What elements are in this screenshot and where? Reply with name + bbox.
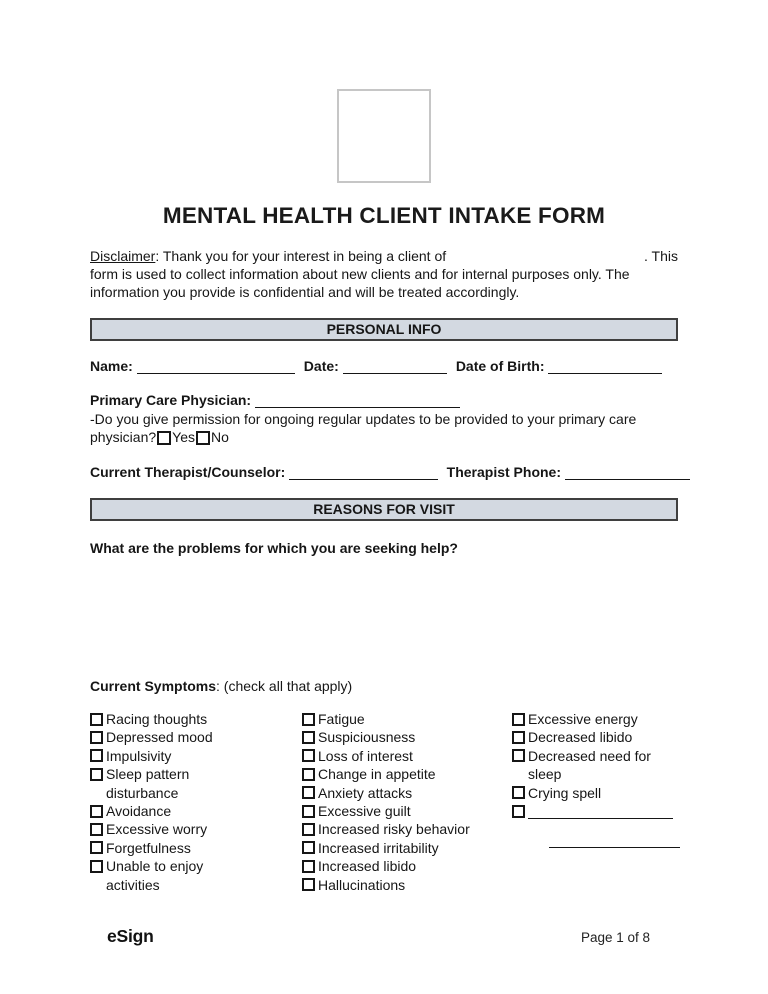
symptoms-column-2 bbox=[302, 710, 502, 894]
symptom-item bbox=[302, 728, 502, 746]
symptom-label: Loss of interest bbox=[318, 747, 413, 764]
symptom-label: Forgetfulness bbox=[106, 839, 191, 856]
symptom-label: Depressed mood bbox=[106, 729, 213, 746]
disclaimer-line1-text: : Thank you for your interest in being a client of bbox=[155, 248, 447, 264]
therapist-row bbox=[90, 464, 690, 480]
disclaimer-line-1 bbox=[90, 248, 678, 266]
date-input-line[interactable] bbox=[343, 358, 447, 374]
no-checkbox[interactable] bbox=[196, 431, 210, 445]
date-label: Date: bbox=[303, 358, 339, 374]
symptom-item bbox=[302, 839, 502, 857]
symptom-item bbox=[512, 710, 684, 728]
disclaimer-paragraph bbox=[90, 248, 678, 301]
symptom-other-input-line-2[interactable] bbox=[549, 847, 680, 848]
symptom-checkbox[interactable] bbox=[302, 713, 315, 726]
form-title: MENTAL HEALTH CLIENT INTAKE FORM bbox=[162, 203, 606, 228]
symptom-checkbox[interactable] bbox=[302, 731, 315, 744]
section-header-reasons-for-visit: REASONS FOR VISIT bbox=[90, 498, 678, 521]
therapist-phone-input-line[interactable] bbox=[565, 464, 690, 480]
symptom-item bbox=[90, 820, 250, 838]
therapist-label: Current Therapist/Counselor: bbox=[90, 464, 286, 480]
esign-logo: eSign bbox=[107, 926, 154, 946]
symptom-item bbox=[302, 765, 502, 783]
symptom-checkbox[interactable] bbox=[90, 860, 103, 873]
symptom-item bbox=[302, 802, 502, 820]
symptom-item bbox=[302, 784, 502, 802]
symptom-label: Avoidance bbox=[106, 803, 172, 820]
symptom-item bbox=[90, 728, 250, 746]
problems-question: What are the problems for which you are seeking help? bbox=[90, 540, 458, 556]
symptom-label: Increased libido bbox=[318, 858, 417, 875]
symptom-other-checkbox[interactable] bbox=[512, 805, 525, 818]
pcp-label: Primary Care Physician: bbox=[90, 392, 252, 408]
pcp-input-line[interactable] bbox=[255, 392, 460, 408]
symptom-other-item bbox=[512, 802, 684, 820]
symptom-checkbox[interactable] bbox=[512, 749, 525, 762]
symptom-checkbox[interactable] bbox=[90, 841, 103, 854]
current-symptoms-label: Current Symptoms bbox=[90, 678, 217, 694]
therapist-input-line[interactable] bbox=[289, 464, 437, 480]
symptom-other-input-line[interactable] bbox=[528, 804, 673, 819]
symptom-checkbox[interactable] bbox=[512, 786, 525, 799]
symptom-checkbox[interactable] bbox=[302, 823, 315, 836]
symptom-item bbox=[302, 876, 502, 894]
symptom-label: Crying spell bbox=[528, 784, 602, 801]
section-header-personal-info: PERSONAL INFO bbox=[90, 318, 678, 341]
permission-line2-prefix: physician? bbox=[90, 428, 157, 445]
symptom-label: Excessive worry bbox=[106, 821, 208, 838]
symptom-label: Excessive energy bbox=[528, 711, 638, 727]
disclaimer-label: Disclaimer bbox=[90, 248, 156, 264]
logo-placeholder-box bbox=[337, 89, 431, 183]
symptom-item bbox=[302, 710, 502, 728]
symptom-checkbox[interactable] bbox=[512, 731, 525, 744]
symptom-checkbox[interactable] bbox=[302, 805, 315, 818]
symptom-checkbox[interactable] bbox=[90, 823, 103, 836]
name-input-line[interactable] bbox=[137, 358, 295, 374]
symptom-checkbox[interactable] bbox=[302, 841, 315, 854]
symptom-checkbox[interactable] bbox=[90, 731, 103, 744]
symptom-label: Excessive guilt bbox=[318, 803, 411, 820]
disclaimer-line1-tail: . This bbox=[644, 248, 678, 264]
symptom-label: Hallucinations bbox=[318, 876, 406, 893]
symptom-item bbox=[90, 839, 250, 857]
symptom-checkbox[interactable] bbox=[90, 768, 103, 781]
primary-care-physician-row bbox=[90, 392, 690, 408]
symptom-label: Change in appetite bbox=[318, 766, 436, 783]
symptom-label: Increased irritability bbox=[318, 839, 439, 856]
symptoms-column-1 bbox=[90, 710, 250, 894]
symptom-item bbox=[90, 802, 250, 820]
symptom-checkbox[interactable] bbox=[90, 713, 103, 726]
symptom-item bbox=[90, 857, 250, 894]
symptom-label: Fatigue bbox=[318, 711, 365, 727]
current-symptoms-heading bbox=[90, 678, 352, 694]
symptom-label: Impulsivity bbox=[106, 747, 172, 764]
dob-input-line[interactable] bbox=[548, 358, 662, 374]
current-symptoms-suffix: : (check all that apply) bbox=[216, 678, 353, 694]
symptoms-column-3 bbox=[512, 710, 684, 848]
symptom-item bbox=[302, 747, 502, 765]
symptom-item bbox=[512, 747, 684, 784]
name-label: Name: bbox=[90, 358, 133, 374]
symptom-label: Increased risky behavior bbox=[318, 821, 470, 838]
symptom-item bbox=[90, 747, 250, 765]
symptom-checkbox[interactable] bbox=[302, 860, 315, 873]
symptom-item bbox=[512, 728, 684, 746]
page-indicator: Page 1 of 8 bbox=[580, 930, 650, 945]
symptom-checkbox[interactable] bbox=[302, 749, 315, 762]
symptom-label: Racing thoughts bbox=[106, 711, 208, 727]
name-date-dob-row bbox=[90, 358, 690, 374]
symptom-checkbox[interactable] bbox=[302, 786, 315, 799]
symptom-item bbox=[90, 765, 250, 802]
permission-question bbox=[90, 411, 690, 447]
symptom-item bbox=[302, 820, 502, 838]
permission-line-2 bbox=[90, 429, 690, 447]
disclaimer-line-2: form is used to collect information about new clients and for internal purposes only. The bbox=[90, 265, 630, 282]
symptom-checkbox[interactable] bbox=[302, 768, 315, 781]
symptom-label: Unable to enjoy activities bbox=[106, 858, 204, 893]
symptom-checkbox[interactable] bbox=[512, 713, 525, 726]
symptoms-column-3-list bbox=[512, 710, 684, 802]
symptom-item bbox=[512, 784, 684, 802]
symptom-label: Decreased libido bbox=[528, 729, 633, 746]
symptom-checkbox[interactable] bbox=[90, 805, 103, 818]
permission-line-1: -Do you give permission for ongoing regular updates to be provided to your primary care bbox=[90, 411, 637, 427]
yes-checkbox[interactable] bbox=[157, 431, 171, 445]
symptom-label: Suspiciousness bbox=[318, 729, 416, 746]
dob-label: Date of Birth: bbox=[455, 358, 545, 374]
therapist-phone-label: Therapist Phone: bbox=[446, 464, 562, 480]
symptom-checkbox[interactable] bbox=[90, 749, 103, 762]
symptom-checkbox[interactable] bbox=[302, 878, 315, 891]
disclaimer-line-3: information you provide is confidential and will be treated accordingly. bbox=[90, 283, 520, 300]
symptom-item bbox=[302, 857, 502, 875]
symptom-label: Anxiety attacks bbox=[318, 784, 413, 801]
symptom-item bbox=[90, 710, 250, 728]
yes-label: Yes bbox=[172, 428, 195, 445]
symptom-label: Sleep pattern disturbance bbox=[106, 766, 190, 801]
symptom-label: Decreased need for sleep bbox=[528, 747, 651, 783]
no-label: No bbox=[211, 428, 229, 445]
